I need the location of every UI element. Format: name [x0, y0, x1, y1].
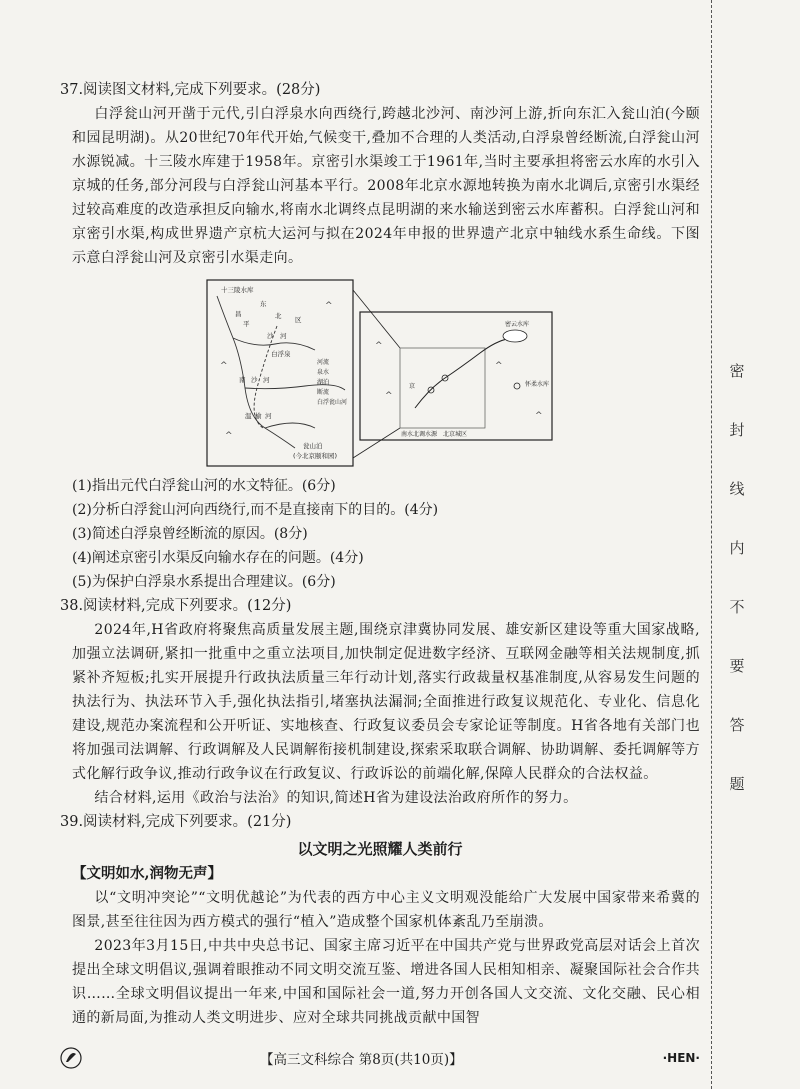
mountain-icon: ^: [225, 431, 233, 441]
map-label: 南: [239, 376, 246, 384]
map-label: 河: [265, 412, 272, 420]
q39-heading: 39.阅读材料,完成下列要求。(21分): [60, 814, 292, 830]
seal-char: 要: [729, 657, 745, 675]
q37-task: (1)指出元代白浮瓮山河的水文特征。(6分): [72, 478, 336, 494]
mountain-icon: ^: [220, 361, 228, 371]
seal-warning-text: [722, 360, 752, 794]
q38-heading: 38.阅读材料,完成下列要求。(12分): [60, 598, 292, 614]
mountain-icon: ^: [375, 341, 383, 351]
map-label: 东: [260, 300, 267, 308]
seal-dashed-line: [711, 0, 712, 1089]
page-footer: [60, 1046, 700, 1070]
q39-paragraph: 2023年3月15日,中共中央总书记、国家主席习近平在中国共产党与世界政党高层对话会上首次提出全球文明倡议,强调着眼推动不同文明交流互鉴、增进各国人民相知相亲、凝聚国际社会合作共识……全球文明倡议提出一年来,中国和国际社会一道,努力开创各国人文交流、文化交融、民心相通的新局面,为推动人类文明进步、应对全球共同挑战贡献中国智: [72, 938, 700, 1026]
q37-heading: 37.阅读图文材料,完成下列要求。(28分): [60, 82, 321, 98]
map-label: 区: [295, 316, 302, 324]
map-label: 榆: [255, 412, 262, 420]
legend-item: 白浮瓮山河: [317, 399, 348, 406]
q39-title: 以文明之光照耀人类前行: [297, 840, 463, 858]
map-label: 京: [409, 383, 416, 390]
legend-item: 泉水: [317, 369, 330, 376]
map-label: 瓮山泊: [303, 442, 323, 450]
legend-item: 河流: [317, 359, 330, 366]
mountain-icon: ^: [325, 301, 333, 311]
footer-code: ·HEN·: [662, 1051, 700, 1065]
map-label: 沙: [267, 332, 274, 340]
map-label: 温: [245, 412, 252, 420]
canal-line: [415, 338, 515, 408]
station-icon: [514, 383, 520, 389]
map-label: 河: [263, 376, 270, 384]
legend-item: 湖泊: [317, 379, 330, 386]
seal-char: 题: [729, 775, 745, 793]
q39-paragraph: 以“文明冲突论”“文明优越论”为代表的西方中心主义文明观没能给广大发展中国家带来希冀的图景,甚至往往因为西方模式的强行“植入”造成整个国家机体紊乱乃至崩溃。: [72, 890, 700, 930]
main-content: [60, 78, 700, 1030]
map-label: 十三陵水库: [221, 286, 254, 294]
mountain-icon: ^: [535, 411, 543, 421]
mountain-icons: [220, 301, 543, 441]
q38-task: 结合材料,运用《政治与法治》的知识,简述H省为建设法治政府所作的努力。: [94, 790, 578, 806]
map-label: 昌: [235, 310, 242, 318]
river-line: [265, 423, 315, 428]
q37-task: (2)分析白浮瓮山河向西绕行,而不是直接南下的目的。(4分): [72, 502, 439, 518]
map-label: 河: [280, 332, 287, 340]
seal-char: 内: [729, 539, 745, 557]
q39-section-heading: 【文明如水,润物无声】: [72, 865, 223, 882]
map-label: 怀柔水库: [525, 381, 550, 388]
map-label: 白浮泉: [271, 350, 291, 358]
mountain-icon: ^: [385, 391, 393, 401]
q37-task: (5)为保护白浮泉水系提出合理建议。(6分): [72, 574, 336, 590]
map-label: (今北京颐和园): [293, 452, 338, 460]
mountain-icon: ^: [495, 361, 503, 371]
legend-item: 断流: [317, 389, 330, 396]
seal-char: 线: [729, 480, 745, 498]
map-label: 南水北调水源: [401, 431, 438, 438]
map-label: 北京城区: [443, 431, 468, 438]
q37-map-figure: [60, 278, 700, 468]
map-label: 密云水库: [505, 321, 530, 328]
seal-char: 不: [729, 598, 745, 616]
river-line: [217, 296, 295, 448]
river-map: [205, 278, 555, 468]
q38-material: 2024年,H省政府将聚焦高质量发展主题,围绕京津冀协同发展、雄安新区建设等重大国家战略,加强立法调研,紧扣一批重中之重立法项目,加快制定促进数字经济、互联网金融等相关法规制度,抓紧补齐短板;扎实开展提升行政执法质量三年行动计划,落实行政裁量权基准制度,从容易发生问题的执法行为、执法环节入手,强化执法指引,堵塞执法漏洞;全面推进行政复议规范化、专业化、信息化建设,规范办案流程和公开听证、实地核查、行政复议委员会专家论证等制度。H省各地有关部门也将加强司法调解、行政调解及人民调解衔接机制建设,探索采取联合调解、协助调解、委托调解等方式化解行政争议,推动行政争议在行政复议、行政诉讼的前端化解,保障人民群众的合法权益。: [72, 622, 700, 782]
reservoir-shape: [503, 330, 527, 342]
river-line: [233, 338, 315, 350]
footer-page-info: 【高三文科综合 第8页(共10页)】: [260, 1052, 463, 1068]
seal-char: 封: [729, 421, 745, 439]
map-label: 沙: [251, 376, 258, 384]
seal-char: 密: [729, 362, 745, 380]
publisher-logo-icon: [60, 1047, 82, 1069]
q37-task: (3)简述白浮泉曾经断流的原因。(8分): [72, 526, 308, 542]
map-label: 北: [275, 312, 282, 320]
q37-material: 白浮瓮山河开凿于元代,引白浮泉水向西绕行,跨越北沙河、南沙河上游,折向东汇入瓮山泊(今颐和园昆明湖)。从20世纪70年代开始,气候变干,叠加不合理的人类活动,白浮泉曾经断流,白浮瓮山河水源锐减。十三陵水库建于1958年。京密引水渠竣工于1961年,当时主要承担将密云水库的水引入京城的任务,部分河段与白浮瓮山河基本平行。2008年北京水源地转换为南水北调后,京密引水渠经过较高难度的改造承担反向输水,将南水北调终点昆明湖的来水输送到密云水库蓄积。白浮瓮山河和京密引水渠,构成世界遗产京杭大运河与拟在2024年申报的世界遗产北京中轴线水系生命线。下图示意白浮瓮山河及京密引水渠走向。: [72, 106, 700, 266]
seal-char: 答: [729, 716, 745, 734]
river-line: [245, 385, 345, 390]
q37-task: (4)阐述京密引水渠反向输水存在的问题。(4分): [72, 550, 364, 566]
map-label: 平: [243, 320, 250, 328]
